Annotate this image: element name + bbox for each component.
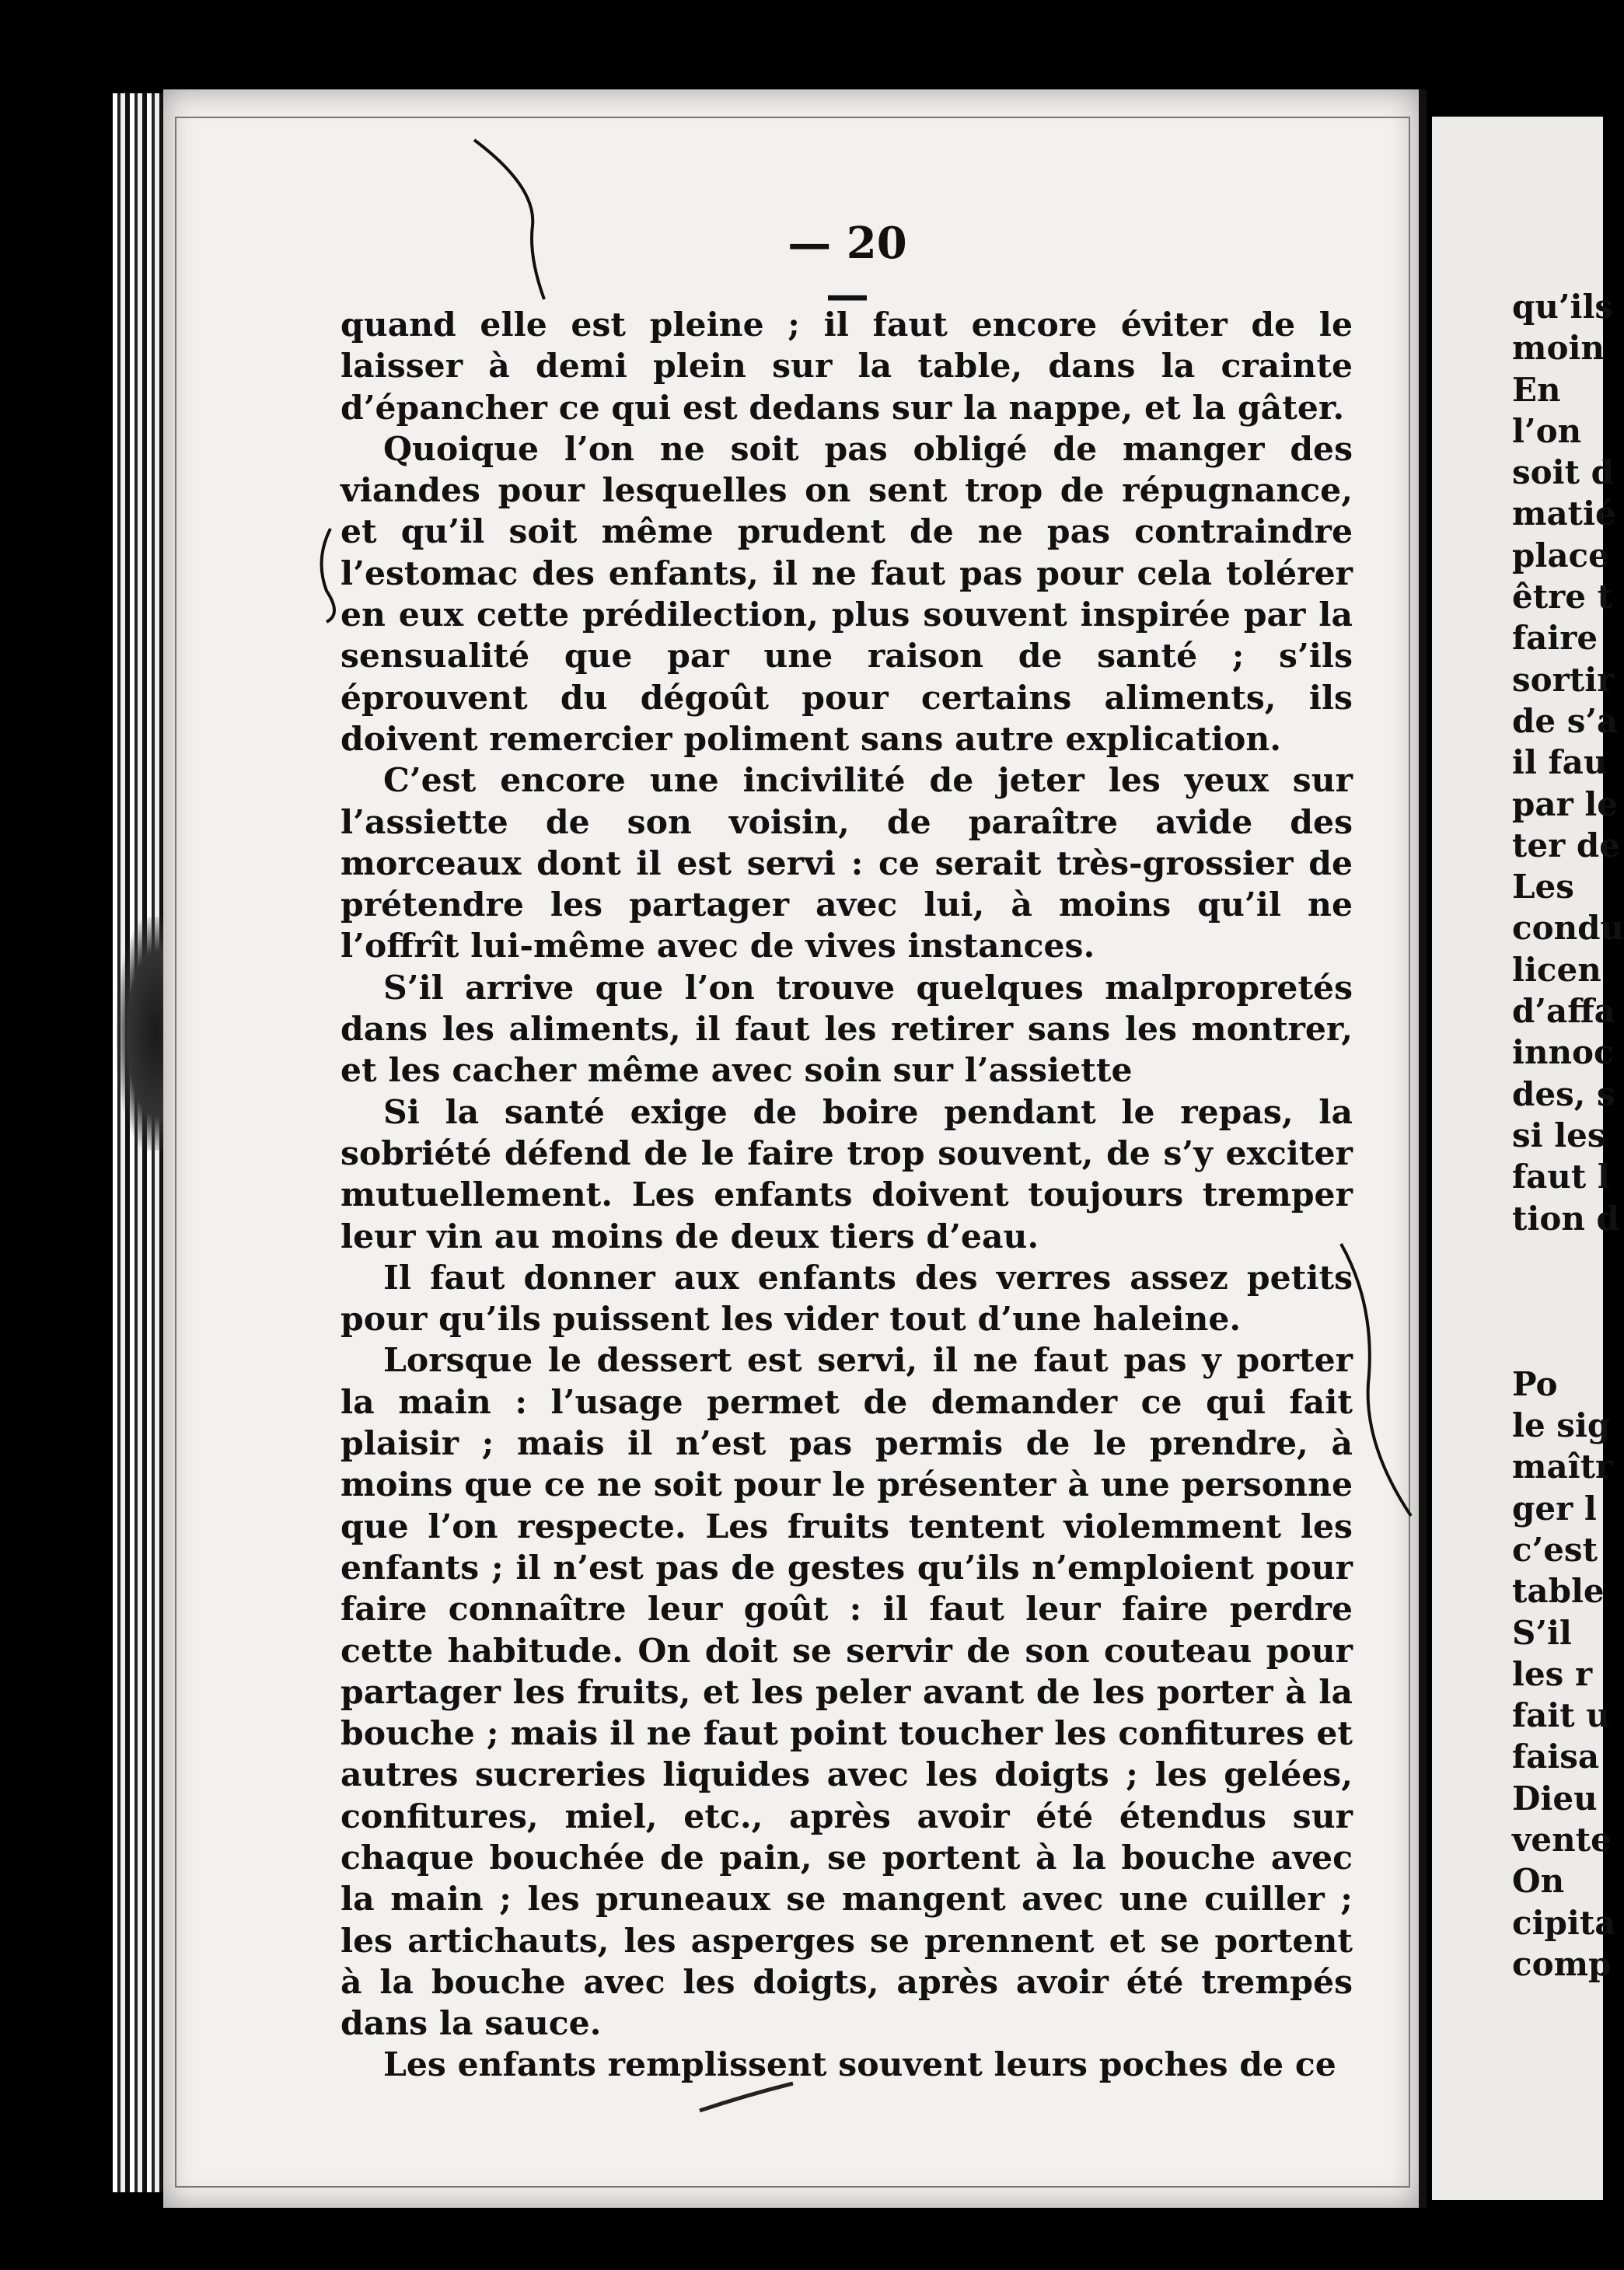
facing-page-line: sortir [1512, 660, 1615, 699]
facing-page-line: par le [1512, 784, 1619, 823]
facing-page-line: maîtr [1512, 1448, 1613, 1486]
facing-page-line: si les [1512, 1116, 1606, 1154]
facing-page-line: faire [1512, 619, 1598, 658]
facing-page-line: les r [1512, 1654, 1593, 1693]
facing-page-line: S’il [1512, 1613, 1572, 1652]
facing-page-line: En [1512, 370, 1561, 409]
facing-page-line: condu [1512, 909, 1624, 948]
facing-page-line: d’affa [1512, 992, 1615, 1031]
facing-page-line: moin [1512, 329, 1605, 368]
paragraph: Quoique l’on ne soit pas obligé de manger des viandes pour lesquelles on sent trop de répugnance, et qu’il soit même prudent de ne pas contraindre l’estomac des enfants, il ne faut pas pour cela tolérer en eux cette prédilection, plus souvent inspirée par la sensualité que par une raison de santé ; s’ils éprouvent du dégoût pour certains aliments, ils doivent remercier poliment sans autre explication. [341, 429, 1353, 759]
facing-page-line: ter de [1512, 826, 1620, 864]
facing-page-line: matié [1512, 494, 1616, 533]
facing-page-line: licen [1512, 950, 1601, 989]
paragraph: C’est encore une incivilité de jeter les yeux sur l’assiette de son voisin, de paraître avide des morceaux dont il est servi : ce serait très-grossier de prétendre les partager avec lui, à moins qu’il ne l’offrît lui-même avec de vives instances. [341, 761, 1353, 966]
facing-page-line: faisa [1512, 1737, 1600, 1776]
paragraph: Les enfants remplissent souvent leurs poches de ce [383, 2045, 1336, 2085]
facing-page-line: table [1512, 1572, 1605, 1611]
facing-page-line: Po [1512, 1364, 1558, 1403]
facing-page-line: cipita [1512, 1903, 1616, 1942]
paragraph: quand elle est pleine ; il faut encore éviter de le laisser à demi plein sur la table, dans la crainte d’épancher ce qui est dedans sur la nappe, et la gâter. [341, 306, 1353, 428]
pencil-stroke-bottom [700, 2083, 793, 2111]
facing-page-line: Dieu [1512, 1779, 1598, 1818]
facing-page-line: des, s [1512, 1074, 1615, 1113]
facing-page-line: le sig [1512, 1406, 1611, 1445]
facing-page-line: place [1512, 536, 1609, 574]
pencil-bracket-left [322, 529, 334, 622]
facing-page-line: il fau [1512, 743, 1608, 782]
facing-page-line: l’on [1512, 411, 1582, 450]
facing-page-line: vente [1512, 1820, 1612, 1859]
facing-page-line: fait u [1512, 1696, 1610, 1735]
paragraph: Lorsque le dessert est servi, il ne faut pas y porter la main : l’usage permet de demander ce qui fait plaisir ; mais il n’est pas permis de le prendre, à moins que ce ne soit pour le présenter à une personne que l’on respecte. Les fruits tentent violemment les enfants ; il n’est pas de gestes qu’ils n’emploient pour faire connaître leur goût : il faut leur faire perdre cette habitude. On doit se servir de son couteau pour partager les fruits, et les peler avant de les porter à la bouche ; mais il ne faut point toucher les confitures et autres sucreries liquides avec les doigts ; les gelées, confitures, miel, etc., après avoir été étendus sur chaque bouchée de pain, se portent à la bouche avec la main ; les pruneaux se mangent avec une cuiller ; les artichauts, les asperges se prennent et se portent à la bouche avec les doigts, après avoir été trempés dans la sauce. [341, 1341, 1353, 2044]
facing-page-line: On [1512, 1862, 1565, 1901]
paragraph: Si la santé exige de boire pendant le repas, la sobriété défend de le faire trop souvent, de s’y exciter mutuellement. Les enfants doivent toujours tremper leur vin au moins de deux tiers d’eau. [341, 1092, 1353, 1256]
page-number: — 20 — [788, 218, 907, 320]
facing-page-line: c’est [1512, 1530, 1598, 1569]
facing-page-line: être t [1512, 578, 1612, 616]
facing-page-line: Les [1512, 868, 1574, 906]
facing-page-line: soit d [1512, 453, 1615, 492]
facing-page-line: tion d [1512, 1199, 1619, 1238]
facing-page-line: faut l [1512, 1158, 1610, 1196]
facing-page-line: ger l [1512, 1489, 1597, 1528]
facing-page-line: de s’a [1512, 701, 1619, 740]
paragraph: S’il arrive que l’on trouve quelques malpropretés dans les aliments, il faut les retirer sans les montrer, et les cacher même avec soin sur l’assiette [341, 968, 1353, 1091]
paragraph: Il faut donner aux enfants des verres assez petits pour qu’ils puissent les vider tout d’une haleine. [341, 1258, 1353, 1339]
pencil-bracket-right [1341, 1244, 1411, 1516]
facing-page-line: qu’ils [1512, 288, 1614, 326]
pencil-stroke-top [474, 140, 544, 299]
facing-page-line: innoc [1512, 1033, 1614, 1072]
facing-page-line: comp [1512, 1944, 1612, 1983]
